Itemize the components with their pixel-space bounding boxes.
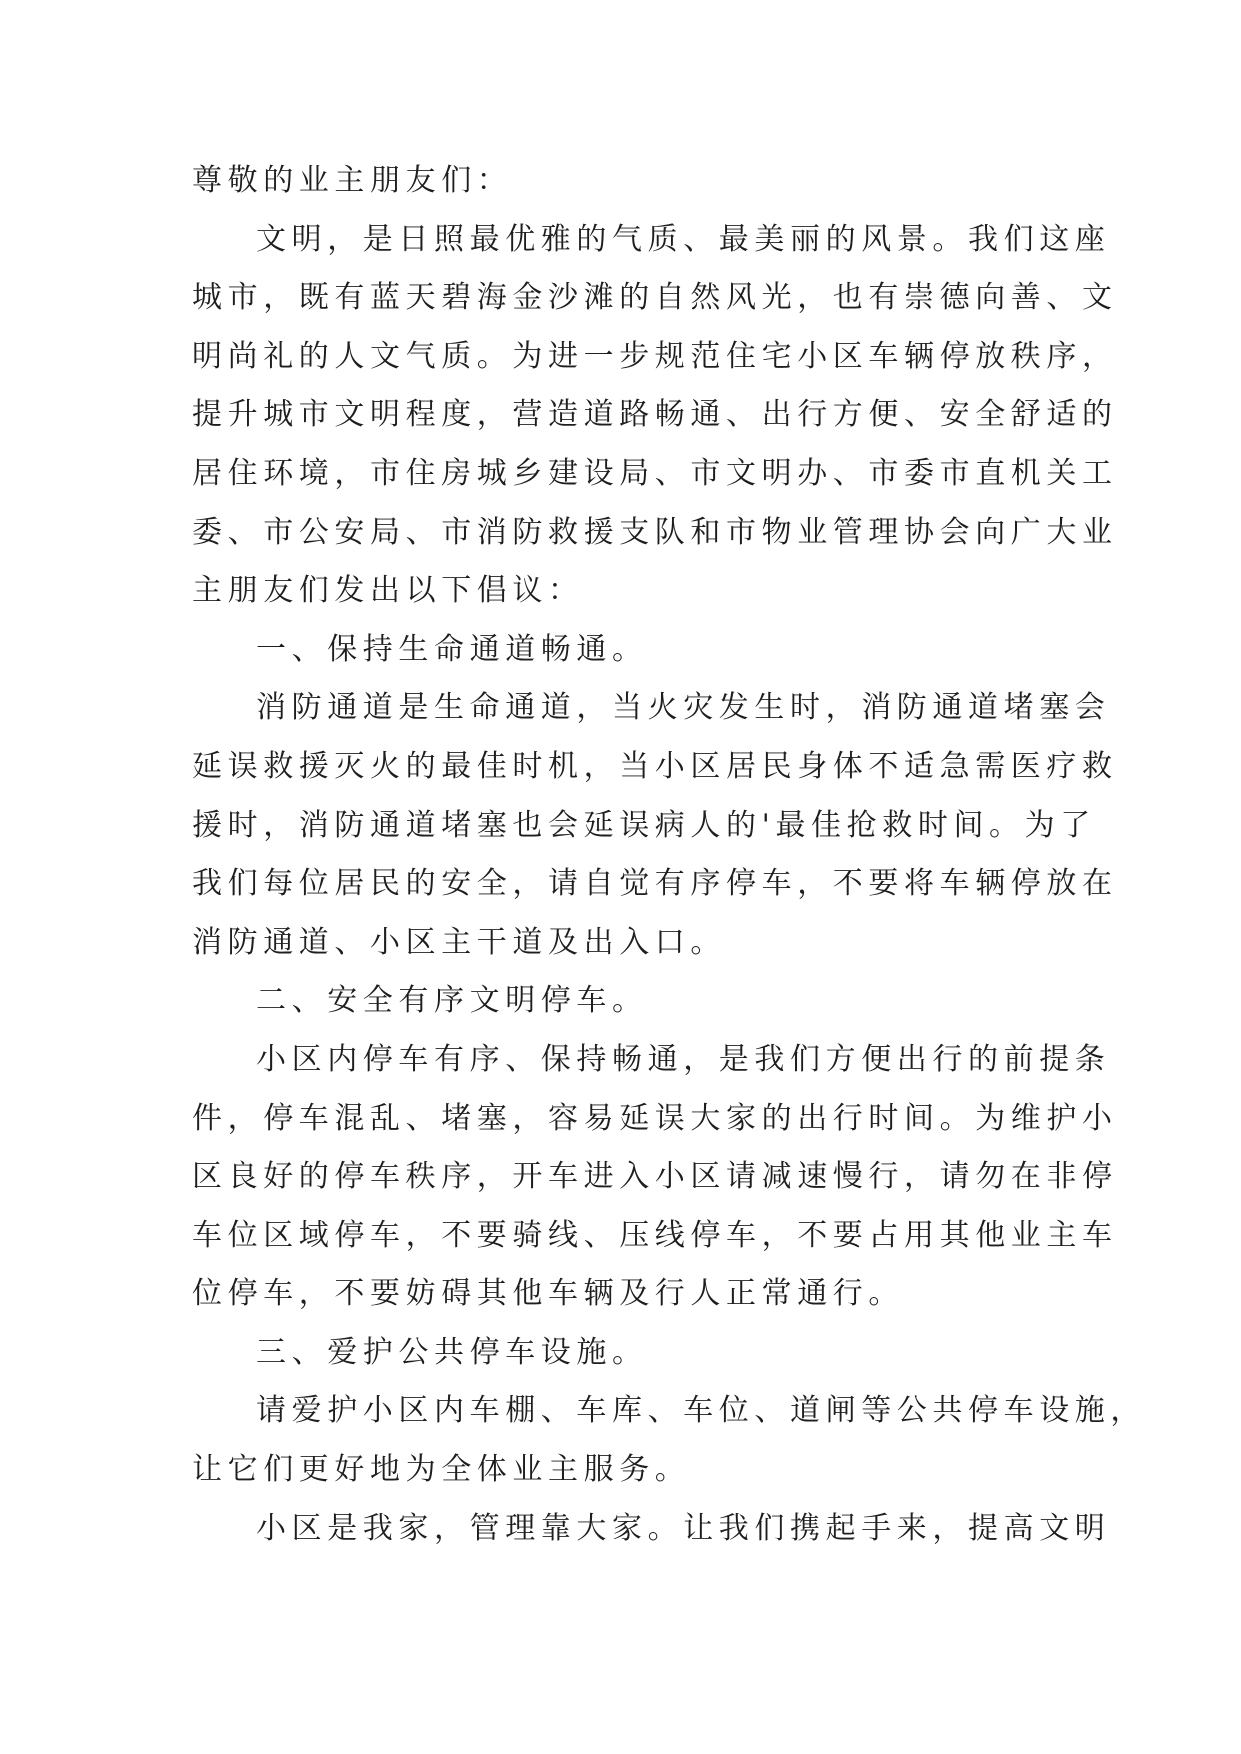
paragraph-line: 请爱护小区内车棚、车库、车位、道闸等公共停车设施， (256, 1393, 1146, 1429)
paragraph-line: 居住环境，市住房城乡建设局、市文明办、市委市直机关工 (192, 455, 1118, 491)
paragraph-line: 让它们更好地为全体业主服务。 (192, 1452, 691, 1488)
paragraph-line: 消防通道、小区主干道及出入口。 (192, 924, 726, 960)
paragraph-line: 区良好的停车秩序，开车进入小区请减速慢行，请勿在非停 (192, 1159, 1118, 1195)
paragraph-line: 明尚礼的人文气质。为进一步规范住宅小区车辆停放秩序， (192, 338, 1118, 374)
paragraph-line: 委、市公安局、市消防救援支队和市物业管理协会向广大业 (192, 514, 1118, 550)
paragraph-line: 我们每位居民的安全，请自觉有序停车，不要将车辆停放在 (192, 866, 1118, 902)
paragraph-line: 提升城市文明程度，营造道路畅通、出行方便、安全舒适的 (192, 397, 1118, 433)
section-heading: 三、爱护公共停车设施。 (256, 1334, 648, 1370)
paragraph-line: 文明，是日照最优雅的气质、最美丽的风景。我们这座 (256, 221, 1111, 257)
paragraph-line: 小区是我家，管理靠大家。让我们携起手来，提高文明 (256, 1510, 1111, 1546)
paragraph-line: 车位区域停车，不要骑线、压线停车，不要占用其他业主车 (192, 1217, 1118, 1253)
section-heading: 一、保持生命通道畅通。 (256, 631, 648, 667)
salutation: 尊敬的业主朋友们： (192, 163, 513, 198)
paragraph-line: 小区内停车有序、保持畅通，是我们方便出行的前提条 (256, 1041, 1111, 1077)
paragraph-line: 城市，既有蓝天碧海金沙滩的自然风光，也有崇德向善、文 (192, 280, 1118, 316)
letter-body (192, 152, 1146, 1558)
paragraph-line: 主朋友们发出以下倡议： (192, 573, 584, 609)
paragraph-line: 件，停车混乱、堵塞，容易延误大家的出行时间。为维护小 (192, 1100, 1118, 1136)
paragraph-line: 援时，消防通道堵塞也会延误病人的'最佳抢救时间。为了 (192, 807, 1096, 843)
paragraph-line: 消防通道是生命通道，当火灾发生时，消防通道堵塞会 (256, 690, 1111, 726)
paragraph-line: 延误救援灭火的最佳时机，当小区居民身体不适急需医疗救 (192, 748, 1118, 784)
section-heading: 二、安全有序文明停车。 (256, 983, 648, 1019)
paragraph-line: 位停车，不要妨碍其他车辆及行人正常通行。 (192, 1276, 904, 1312)
